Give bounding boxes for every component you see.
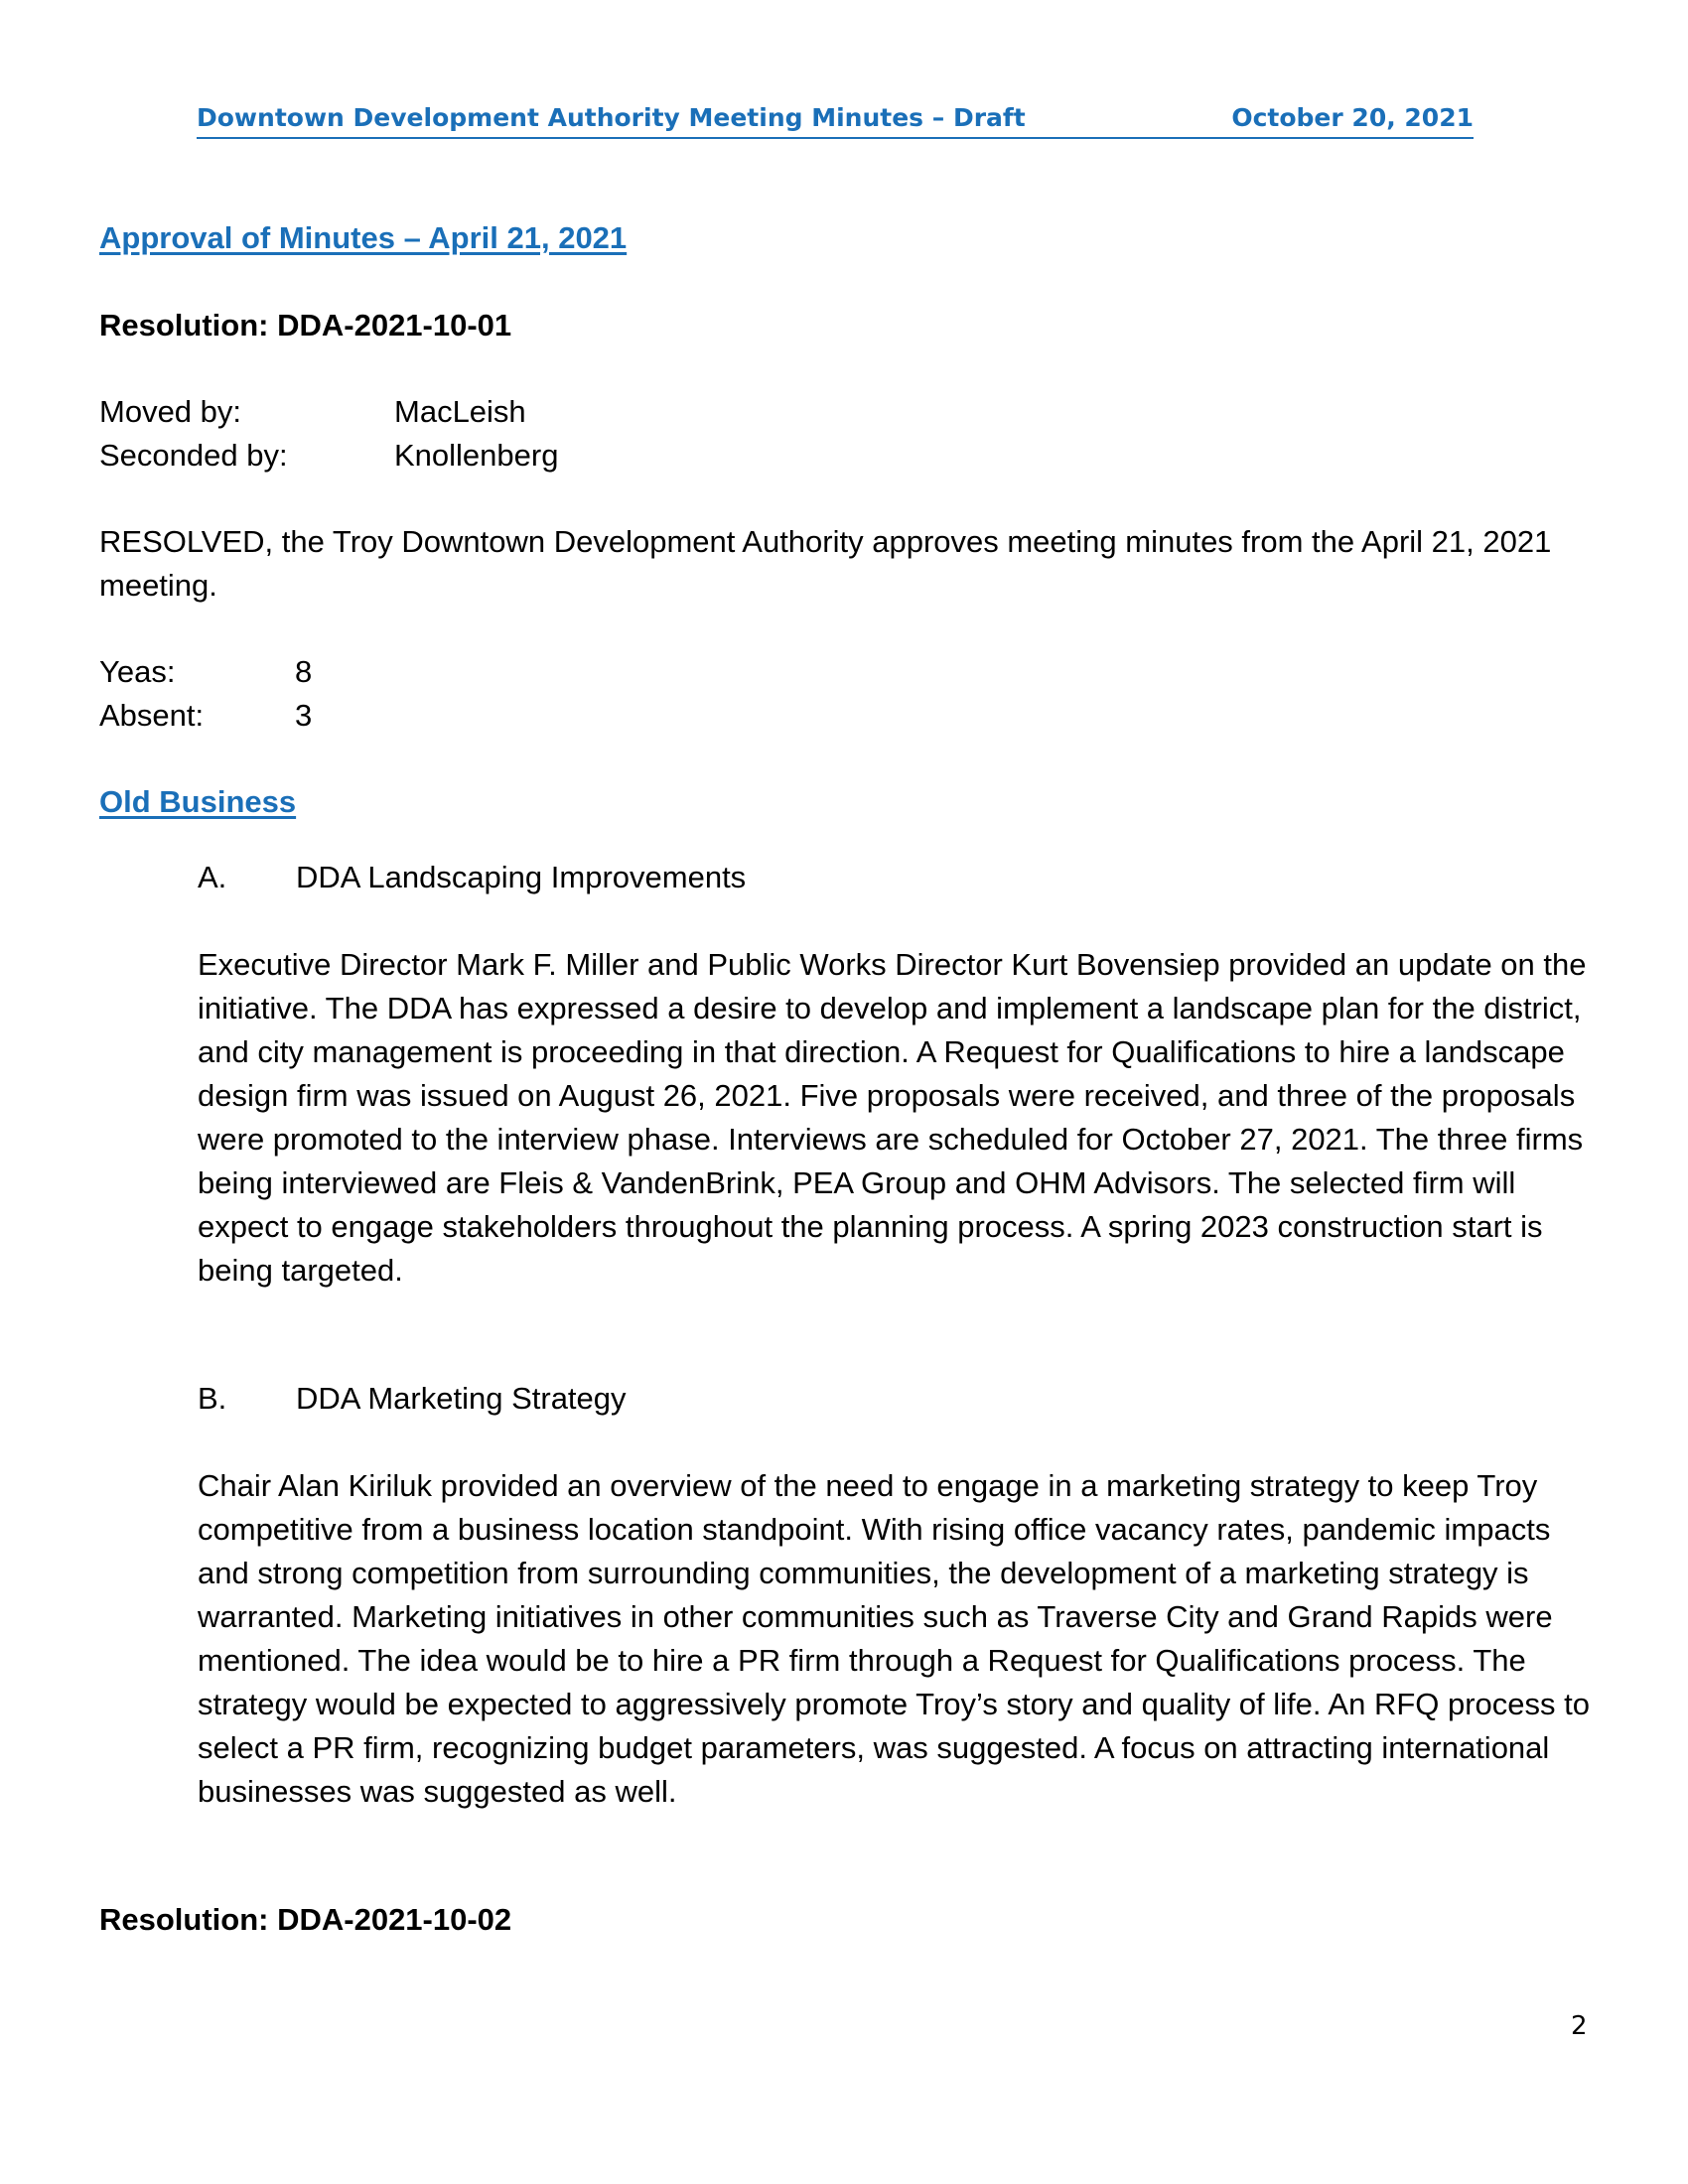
yeas-value: 8 [295,654,313,689]
resolved-paragraph [99,520,1589,608]
approval-heading: Approval of Minutes – April 21, 2021 [99,220,628,255]
item-b-body: Chair Alan Kiriluk provided an overview of the need to engage in a marketing strategy to keep Troy competitive from a business location standpoint. With rising office vacancy rates, pandemic impacts and strong competition from surrounding communities, the development of a marketing strategy is warranted. Marketing initiatives in other communities such as Traverse City and Grand Rapids were mentioned. The idea would be to hire a PR firm through a Request for Qualifications process. The strategy would be expected to aggressively promote Troy’s story and quality of life. An RFQ process to select a PR firm, recognizing budget parameters, was suggested. A focus on attracting international businesses was suggested as well. [198,1468,1591,1809]
page-number: 2 [1571,2011,1588,2041]
item-a-paragraph [198,943,1590,1293]
item-a-title: DDA Landscaping Improvements [296,860,747,894]
item-b-title: DDA Marketing Strategy [296,1381,627,1416]
header-title: Downtown Development Authority Meeting Minutes – Draft [197,103,1026,132]
yeas-label: Yeas: [99,654,176,689]
item-a-body: Executive Director Mark F. Miller and Public Works Director Kurt Bovensiep provided an update on the initiative. The DDA has expressed a desire to develop and implement a landscape plan for the district, and city management is proceeding in that direction. A Request for Qualifications to hire a landscape design firm was issued on August 26, 2021. Five proposals were received, and three of the proposals were promoted to the interview phase. Interviews are scheduled for October 27, 2021. The three firms being interviewed are Fleis & VandenBrink, PEA Group and OHM Advisors. The selected firm will expect to engage stakeholders throughout the planning process. A spring 2023 construction start is being targeted. [198,947,1587,1288]
resolved-text: RESOLVED, the Troy Downtown Development Authority approves meeting minutes from the April 21, 2021 meeting. [99,524,1552,603]
absent-label: Absent: [99,698,205,733]
item-b-letter: B. [198,1381,227,1416]
running-header [197,103,1474,139]
resolution-number-2: Resolution: DDA-2021-10-02 [99,1902,512,1937]
absent-value: 3 [295,698,313,733]
resolution-number: Resolution: DDA-2021-10-01 [99,308,512,342]
header-date: October 20, 2021 [1231,103,1474,132]
old-business-heading: Old Business [99,784,297,819]
seconded-by-value: Knollenberg [394,438,559,473]
item-b-paragraph [198,1464,1590,1814]
item-a-letter: A. [198,860,227,894]
seconded-by-label: Seconded by: [99,438,288,473]
moved-by-value: MacLeish [394,394,526,429]
moved-by-label: Moved by: [99,394,242,429]
